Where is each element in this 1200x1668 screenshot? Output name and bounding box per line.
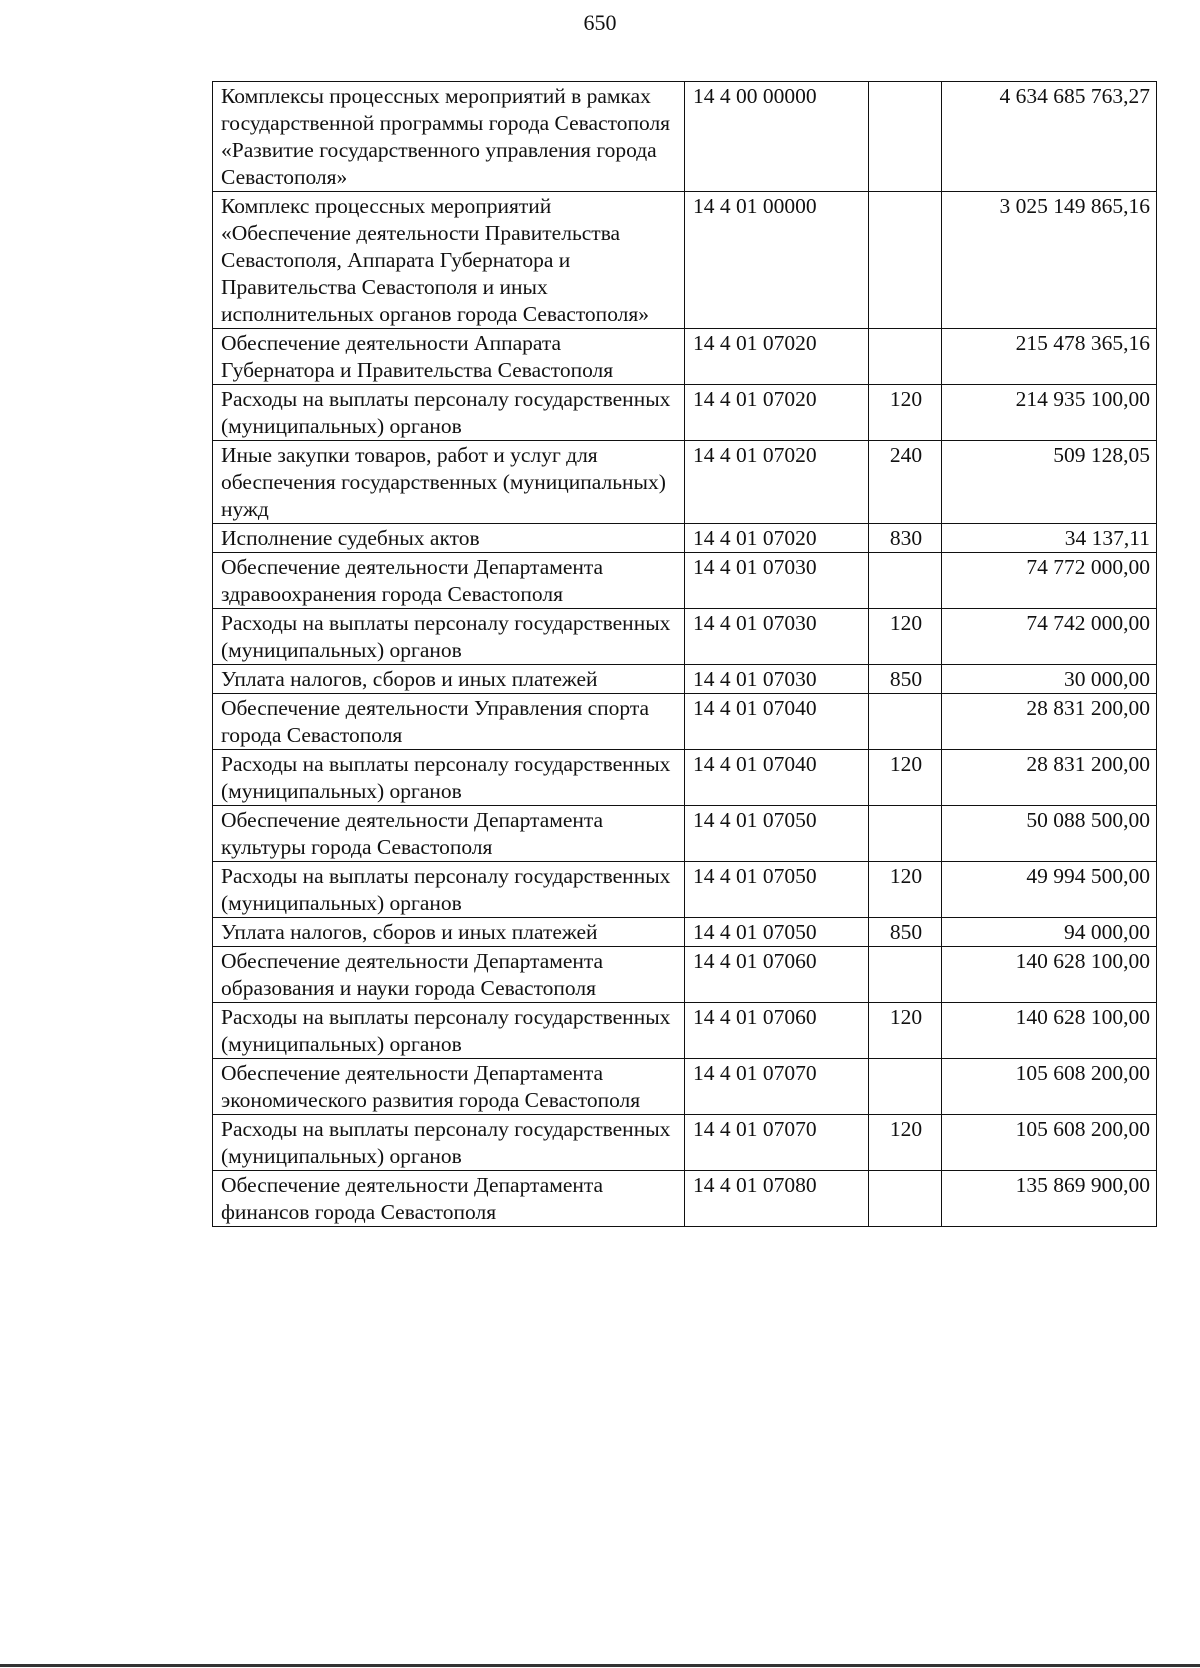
row-name: Обеспечение деятельности Департамента культуры города Севастополя: [213, 806, 685, 862]
table-row: [213, 553, 1157, 609]
row-name: Обеспечение деятельности Департамента финансов города Севастополя: [213, 1171, 685, 1227]
row-amount: 105 608 200,00: [942, 1059, 1157, 1115]
row-type: [869, 329, 942, 385]
table-row: [213, 1059, 1157, 1115]
table-row: [213, 947, 1157, 1003]
row-type: 850: [869, 918, 942, 947]
row-type: [869, 694, 942, 750]
row-amount: 28 831 200,00: [942, 750, 1157, 806]
table-row: [213, 1171, 1157, 1227]
row-amount: 105 608 200,00: [942, 1115, 1157, 1171]
row-name: Обеспечение деятельности Департамента экономического развития города Севастополя: [213, 1059, 685, 1115]
row-amount: 3 025 149 865,16: [942, 192, 1157, 329]
row-code: 14 4 01 07070: [685, 1115, 869, 1171]
row-type: [869, 1059, 942, 1115]
table-row: [213, 862, 1157, 918]
row-code: 14 4 01 07020: [685, 329, 869, 385]
row-code: 14 4 01 07080: [685, 1171, 869, 1227]
row-name: Комплексы процессных мероприятий в рамках государственной программы города Севастополя «Развитие государственного управления города Севастополя»: [213, 82, 685, 192]
row-amount: 50 088 500,00: [942, 806, 1157, 862]
row-type: 120: [869, 1115, 942, 1171]
row-type: 120: [869, 862, 942, 918]
table-row: [213, 329, 1157, 385]
row-amount: 135 869 900,00: [942, 1171, 1157, 1227]
row-type: [869, 806, 942, 862]
row-code: 14 4 01 07070: [685, 1059, 869, 1115]
table-row: [213, 609, 1157, 665]
row-type: [869, 82, 942, 192]
row-amount: 34 137,11: [942, 524, 1157, 553]
row-name: Расходы на выплаты персоналу государственных (муниципальных) органов: [213, 385, 685, 441]
budget-table: [212, 81, 1157, 1227]
table-row: [213, 192, 1157, 329]
row-name: Уплата налогов, сборов и иных платежей: [213, 918, 685, 947]
table-row: [213, 1115, 1157, 1171]
row-name: Уплата налогов, сборов и иных платежей: [213, 665, 685, 694]
row-name: Иные закупки товаров, работ и услуг для обеспечения государственных (муниципальных) нужд: [213, 441, 685, 524]
row-name: Расходы на выплаты персоналу государственных (муниципальных) органов: [213, 750, 685, 806]
row-amount: 49 994 500,00: [942, 862, 1157, 918]
row-amount: 509 128,05: [942, 441, 1157, 524]
table-row: [213, 82, 1157, 192]
row-amount: 94 000,00: [942, 918, 1157, 947]
row-name: Обеспечение деятельности Департамента образования и науки города Севастополя: [213, 947, 685, 1003]
table-row: [213, 694, 1157, 750]
table-row: [213, 385, 1157, 441]
row-name: Расходы на выплаты персоналу государственных (муниципальных) органов: [213, 1003, 685, 1059]
row-code: 14 4 01 07040: [685, 750, 869, 806]
table-row: [213, 918, 1157, 947]
row-type: 120: [869, 609, 942, 665]
row-code: 14 4 01 07030: [685, 553, 869, 609]
row-name: Расходы на выплаты персоналу государственных (муниципальных) органов: [213, 609, 685, 665]
row-name: Обеспечение деятельности Аппарата Губернатора и Правительства Севастополя: [213, 329, 685, 385]
row-code: 14 4 01 00000: [685, 192, 869, 329]
row-code: 14 4 01 07060: [685, 947, 869, 1003]
table-row: [213, 1003, 1157, 1059]
row-amount: 28 831 200,00: [942, 694, 1157, 750]
row-code: 14 4 01 07020: [685, 385, 869, 441]
row-amount: 74 742 000,00: [942, 609, 1157, 665]
table-row: [213, 524, 1157, 553]
table-row: [213, 750, 1157, 806]
row-amount: 140 628 100,00: [942, 1003, 1157, 1059]
row-amount: 4 634 685 763,27: [942, 82, 1157, 192]
row-amount: 140 628 100,00: [942, 947, 1157, 1003]
row-type: 240: [869, 441, 942, 524]
row-amount: 30 000,00: [942, 665, 1157, 694]
row-code: 14 4 01 07050: [685, 918, 869, 947]
table-row: [213, 806, 1157, 862]
row-code: 14 4 01 07040: [685, 694, 869, 750]
row-type: 850: [869, 665, 942, 694]
row-code: 14 4 01 07060: [685, 1003, 869, 1059]
row-type: [869, 1171, 942, 1227]
table-row: [213, 441, 1157, 524]
page-number: 650: [583, 10, 617, 35]
row-name: Расходы на выплаты персоналу государственных (муниципальных) органов: [213, 862, 685, 918]
row-amount: 215 478 365,16: [942, 329, 1157, 385]
row-type: 120: [869, 1003, 942, 1059]
row-type: 120: [869, 385, 942, 441]
row-code: 14 4 01 07050: [685, 806, 869, 862]
row-code: 14 4 00 00000: [685, 82, 869, 192]
row-type: 830: [869, 524, 942, 553]
row-name: Комплекс процессных мероприятий «Обеспечение деятельности Правительства Севастополя, Аппарата Губернатора и Правительства Севастополя и иных исполнительных органов города Севастополя»: [213, 192, 685, 329]
row-type: 120: [869, 750, 942, 806]
row-type: [869, 192, 942, 329]
row-code: 14 4 01 07030: [685, 609, 869, 665]
row-code: 14 4 01 07030: [685, 665, 869, 694]
row-name: Обеспечение деятельности Департамента здравоохранения города Севастополя: [213, 553, 685, 609]
row-type: [869, 553, 942, 609]
row-amount: 214 935 100,00: [942, 385, 1157, 441]
row-amount: 74 772 000,00: [942, 553, 1157, 609]
row-name: Исполнение судебных актов: [213, 524, 685, 553]
row-name: Расходы на выплаты персоналу государственных (муниципальных) органов: [213, 1115, 685, 1171]
row-code: 14 4 01 07020: [685, 441, 869, 524]
row-code: 14 4 01 07050: [685, 862, 869, 918]
row-type: [869, 947, 942, 1003]
bottom-edge-rule: [0, 1664, 1200, 1667]
table-row: [213, 665, 1157, 694]
row-name: Обеспечение деятельности Управления спорта города Севастополя: [213, 694, 685, 750]
row-code: 14 4 01 07020: [685, 524, 869, 553]
